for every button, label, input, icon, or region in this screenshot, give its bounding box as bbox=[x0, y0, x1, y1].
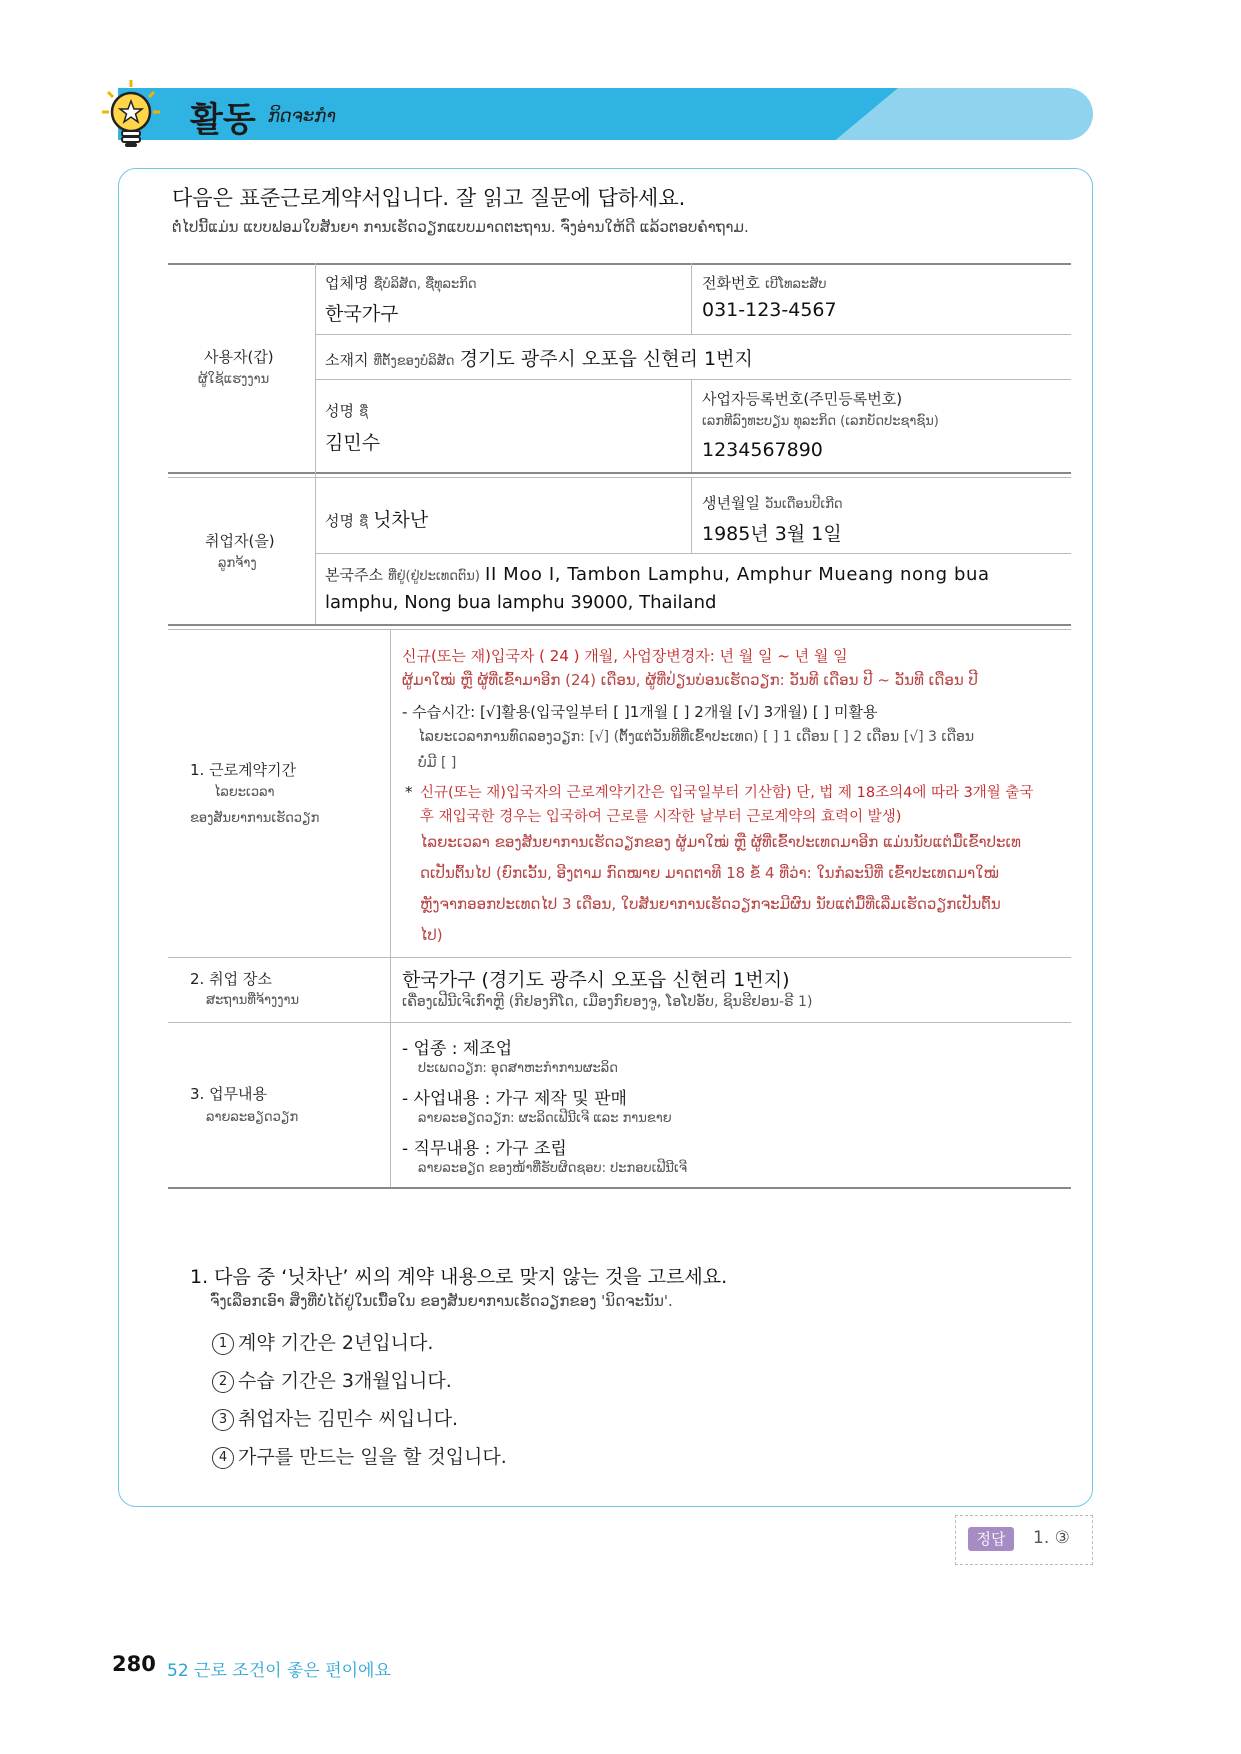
section-divider bbox=[168, 477, 1071, 478]
birth-value: 1985년 3월 1일 bbox=[702, 523, 842, 545]
answer-badge: 정답 bbox=[968, 1527, 1014, 1551]
contract-period-line: 신규(또는 재)입국자 ( 24 ) 개월, 사업장변경자: 년 월 일 ~ 년 월 일 bbox=[402, 647, 848, 665]
table-bottom-border bbox=[168, 1187, 1071, 1189]
contract-period-label: 1. 근로계약기간 bbox=[190, 761, 297, 779]
note-line-lao-2: ດເປັນຕົ້ນໄປ (ຍົກເວັ້ນ, ອີງຕາມ ກົດໝາຍ ມາດຕາທີ 18 ຂໍ້ 4 ທີ່ວ່າ: ໃນກໍລະນີທີ່ ເຂົ້າປະເທດມາໃໝ່ bbox=[420, 864, 999, 882]
probation-line-lao: ໄລຍະເວລາການທົດລອງວຽກ: [√] (ຕັ້ງແຕ່ວັນທີທີ່ເຂົ້າປະເທດ) [ ] 1 ເດືອນ [ ] 2 ເດືອນ [√] 3 ເດືອນ bbox=[418, 729, 975, 745]
note-line-lao-4: ໄປ) bbox=[420, 926, 443, 944]
option-number: 2 bbox=[212, 1371, 234, 1393]
option-text: 취업자는 김민수 씨입니다. bbox=[238, 1408, 459, 1430]
activity-banner bbox=[118, 88, 1093, 140]
note-line-2: 후 재입국한 경우는 입국하여 근로를 시작한 날부터 근로계약의 효력이 발생) bbox=[420, 809, 902, 825]
row-divider bbox=[315, 553, 1071, 554]
phone-label: 전화번호 ເບີໂທລະສັບ bbox=[702, 274, 827, 292]
note-line-lao-3: ຫຼັງຈາກອອກປະເທດໄປ 3 ເດືອນ, ໃບສັນຍາການເຮັດວຽກຈະມີຜົນ ນັບແຕ່ມື້ທີ່ເລີ່ມເຮັດວຽກເປັນຕົ້ນ bbox=[420, 895, 1001, 913]
option-number: 1 bbox=[212, 1333, 234, 1355]
note-line-1: 신규(또는 재)입국자의 근로계약기간은 입국일부터 기산함) 단, 법 제 18조의4에 따라 3개월 출국 bbox=[420, 785, 1034, 801]
column-divider bbox=[390, 629, 391, 1187]
birth-label: 생년월일 ວັນເດືອນປີເກີດ bbox=[702, 494, 843, 512]
employer-address: 소재지 ທີ່ຕັ້ງຂອງບໍລິສັດ 경기도 광주시 오포읍 신현리 1번지 bbox=[325, 348, 753, 370]
duty-line-lao: ລາຍລະອຽດ ຂອງໜ້າທີ່ຮັບຜິດຊອບ: ປະກອບເຟີນີເຈີ bbox=[418, 1161, 687, 1176]
employer-label: 사용자(갑) bbox=[204, 348, 274, 366]
note-star: * bbox=[405, 783, 413, 801]
employer-name-value: 김민수 bbox=[325, 432, 381, 454]
lightbulb-icon bbox=[100, 78, 162, 150]
question-text-lao: ຈົ່ງເລືອກເອົາ ສິ່ງທີ່ບໍ່ໄດ້ຢູ່ໃນເນື້ອໃນ ຂອງສັນຍາການເຮັດວຽກຂອງ 'ນິດຈະນັນ'. bbox=[210, 1292, 673, 1310]
workplace-label: 2. 취업 장소 bbox=[190, 970, 272, 988]
section-divider bbox=[168, 629, 1071, 630]
option-2[interactable] bbox=[212, 1366, 452, 1393]
section-divider bbox=[168, 624, 1071, 626]
worker-label: 취업자(을) bbox=[205, 532, 275, 550]
worker-label-lao: ລູກຈ້າງ bbox=[218, 556, 257, 571]
section-divider bbox=[168, 472, 1071, 474]
industry-line-lao: ປະເພດວຽກ: ອຸດສາຫະກຳການຜະລິດ bbox=[418, 1061, 618, 1076]
answer-text: 1. ③ bbox=[1033, 1528, 1070, 1548]
row-divider bbox=[315, 379, 1071, 380]
workplace-value: 한국가구 (경기도 광주시 오포읍 신현리 1번지) bbox=[402, 969, 790, 991]
business-line: - 사업내용 : 가구 제작 및 판매 bbox=[402, 1089, 627, 1109]
contract-period-line-lao: ຜູ້ມາໃໝ່ ຫຼື ຜູ້ທີ່ເຂົ້າມາອີກ (24) ເດືອນ, ຜູ້ທີ່ປ່ຽນບ່ອນເຮັດວຽກ: ວັນທີ ເດືອນ ປີ ~ ວັນທີ ເດືອນ ປີ bbox=[402, 671, 978, 689]
option-text: 계약 기간은 2년입니다. bbox=[238, 1332, 434, 1354]
employer-label-lao: ຜູ້ໃຊ້ແຮງງານ bbox=[198, 372, 270, 387]
instruction-korean: 다음은 표준근로계약서입니다. 잘 읽고 질문에 답하세요. bbox=[172, 186, 686, 210]
answer-box bbox=[955, 1515, 1093, 1565]
column-divider bbox=[691, 263, 692, 334]
table-top-border bbox=[168, 263, 1071, 265]
employer-name-label: 성명 ຊື່ bbox=[325, 402, 368, 420]
column-divider bbox=[691, 379, 692, 472]
company-name-value: 한국가구 bbox=[325, 303, 399, 325]
option-number: 3 bbox=[212, 1409, 234, 1431]
note-line-lao-1: ໄລຍະເວລາ ຂອງສັນຍາການເຮັດວຽກຂອງ ຜູ້ມາໃໝ່ ຫຼື ຜູ້ທີ່ເຂົ້າປະເທດມາອີກ ແມ່ນນັບແຕ່ມື້ເຂົ້າປະເທ bbox=[420, 833, 1021, 851]
question-text: 1. 다음 중 ‘닛차난’ 씨의 계약 내용으로 맞지 않는 것을 고르세요. bbox=[190, 1266, 728, 1288]
page-number: 280 bbox=[112, 1652, 156, 1676]
banner-subtitle: ກິດຈະກຳ bbox=[268, 106, 337, 127]
contract-period-label-lao-2: ຂອງສັນຍາການເຮັດວຽກ bbox=[190, 811, 320, 826]
job-description-label-lao: ລາຍລະອຽດວຽກ bbox=[206, 1110, 299, 1125]
probation-line-lao-2: ບໍ່ມີ [ ] bbox=[418, 755, 457, 771]
option-3[interactable] bbox=[212, 1404, 458, 1431]
probation-line: - 수습시간: [√]활용(입국일부터 [ ]1개월 [ ] 2개월 [√] 3개월) [ ] 미활용 bbox=[402, 703, 878, 721]
registration-label-lao: ເລກທີລົງທະບຽນ ທຸລະກິດ (ເລກບັດປະຊາຊົນ) bbox=[702, 414, 939, 429]
phone-value: 031-123-4567 bbox=[702, 299, 837, 321]
row-divider bbox=[168, 1022, 1071, 1023]
company-name-label: 업체명 ຊື່ບໍລິສັດ, ຊື່ທຸລະກິດ bbox=[325, 274, 477, 292]
job-description-label: 3. 업무내용 bbox=[190, 1085, 268, 1103]
column-divider bbox=[315, 263, 316, 624]
instruction-lao: ຕໍ່ໄປນີ້ແມ່ນ ແບບຟອມໃບສັນຍາ ການເຮັດວຽກແບບມາດຕະຖານ. ຈົ່ງອ່ານໃຫ້ດີ ແລ້ວຕອບຄຳຖາມ. bbox=[172, 218, 749, 236]
worker-name: 성명 ຊື່ 닛차난 bbox=[325, 509, 429, 531]
banner-title: 활동 bbox=[190, 100, 256, 140]
row-divider bbox=[168, 957, 1071, 958]
option-4[interactable] bbox=[212, 1442, 507, 1469]
duty-line: - 직무내용 : 가구 조립 bbox=[402, 1139, 567, 1159]
registration-label: 사업자등록번호(주민등록번호) bbox=[702, 390, 903, 408]
workplace-value-lao: ເຄື່ອງເຟີນີເຈີເກົາຫຼີ (ກີຢອງກີໂດ, ເມືອງກົຍອງຈູ, ໂອໂປອັບ, ຊິນຮີຢອນ-ຣີ 1) bbox=[402, 994, 813, 1010]
worker-address: 본국주소 ທີ່ຢູ່(ຢູ່ປະເທດຕົນ) II Moo I, Tambon Lamphu, Amphur Mueang nong bua bbox=[325, 564, 990, 585]
column-divider bbox=[691, 477, 692, 553]
option-text: 가구를 만드는 일을 할 것입니다. bbox=[238, 1446, 507, 1468]
chapter-title: 52 근로 조건이 좋은 편이에요 bbox=[167, 1661, 391, 1681]
row-divider bbox=[315, 334, 1071, 335]
option-text: 수습 기간은 3개월입니다. bbox=[238, 1370, 452, 1392]
worker-address-line2: lamphu, Nong bua lamphu 39000, Thailand bbox=[325, 592, 717, 613]
business-line-lao: ລາຍລະອຽດວຽກ: ຜະລິດເຟີນີເຈີ ແລະ ການຂາຍ bbox=[418, 1111, 672, 1126]
workplace-label-lao: ສະຖານທີ່ຈ້າງງານ bbox=[206, 993, 300, 1008]
option-1[interactable] bbox=[212, 1328, 433, 1355]
option-number: 4 bbox=[212, 1447, 234, 1469]
registration-value: 1234567890 bbox=[702, 439, 823, 461]
industry-line: - 업종 : 제조업 bbox=[402, 1039, 513, 1059]
contract-period-label-lao: ໄລຍະເວລາ bbox=[214, 785, 275, 800]
